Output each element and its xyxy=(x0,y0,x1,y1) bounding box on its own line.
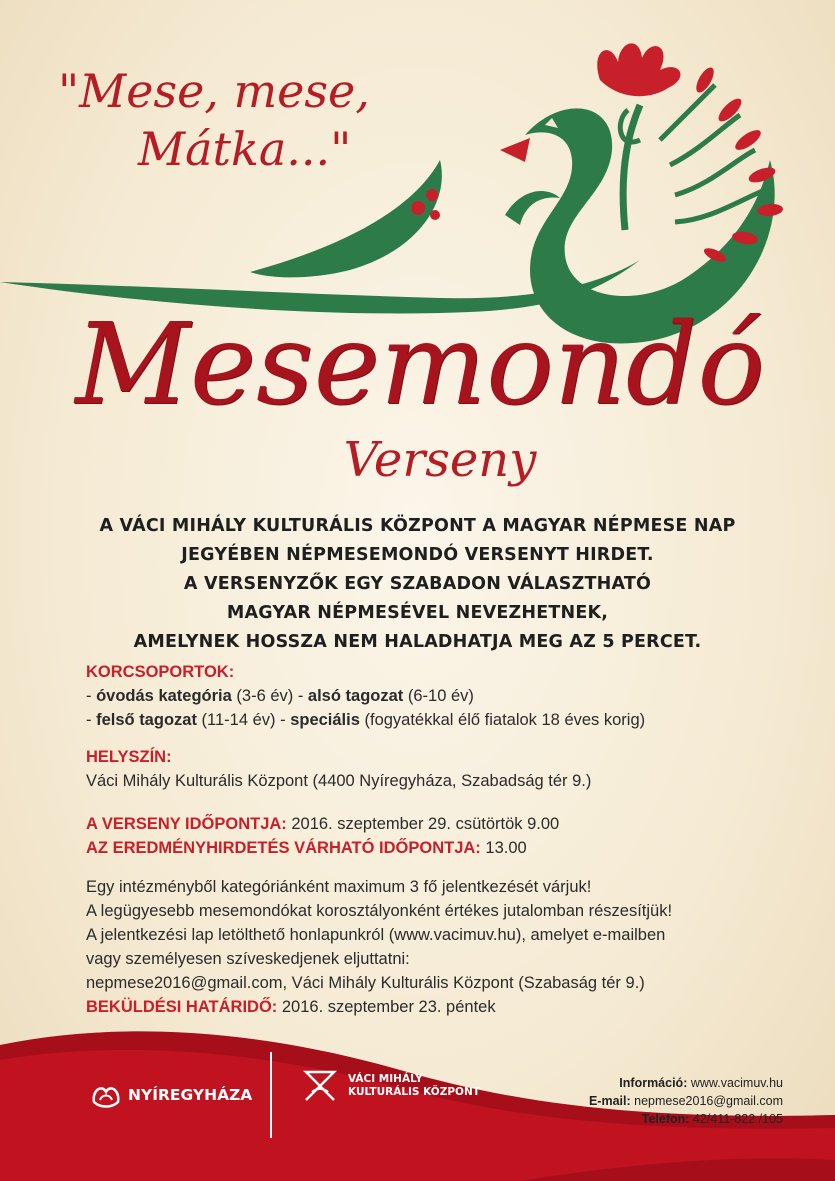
email-label: E-mail: xyxy=(588,1094,631,1108)
nyiregyhaza-logo-text: NYÍREGYHÁZA xyxy=(128,1086,253,1104)
intro-line: A VERSENYZŐK EGY SZABADON VÁLASZTHATÓ xyxy=(183,574,652,594)
info-section xyxy=(86,875,786,1019)
deadline-value: 2016. szeptember 23. péntek xyxy=(277,998,496,1016)
flower-stem xyxy=(623,105,640,230)
category-age: (11-14 év) - xyxy=(196,711,291,729)
age-groups-row xyxy=(86,684,786,708)
intro-line: JEGYÉBEN NÉPMESEMONDÓ VERSENYT HIRDET. xyxy=(181,545,654,565)
category-age: (3-6 év) - xyxy=(231,687,308,705)
vmkk-logo-icon xyxy=(300,1066,340,1106)
phone-label: Telefon: xyxy=(641,1112,690,1126)
vmkk-logo-line-1: VÁCI MIHÁLY xyxy=(348,1073,423,1085)
category-name: felső tagozat xyxy=(96,711,197,729)
dash: - xyxy=(86,711,97,729)
category-age: (6-10 év) xyxy=(403,687,474,705)
competition-time-label: A VERSENY IDŐPONTJA: xyxy=(86,815,287,833)
category-age: (fogyatékkal élő fiatalok 18 éves korig) xyxy=(359,711,646,729)
category-name: speciális xyxy=(290,711,360,729)
results-time-label: AZ EREDMÉNYHIRDETÉS VÁRHATÓ IDŐPONTJA: xyxy=(86,839,481,857)
info-label: Információ: xyxy=(619,1076,688,1090)
phone-number: 42/411-822 /105 xyxy=(689,1112,783,1126)
green-leaves-icon xyxy=(660,85,765,222)
info-line: A legügyesebb mesemondókat korosztályonként értékes jutalomban részesítjük! xyxy=(86,902,673,920)
age-groups-row xyxy=(86,708,786,732)
email-link[interactable]: nepmese2016@gmail.com xyxy=(630,1094,783,1108)
venue-section xyxy=(86,745,786,793)
nyiregyhaza-logo xyxy=(90,1082,252,1108)
info-line: Egy intézményből kategóriánként maximum 3 fő jelentkezését várjuk! xyxy=(86,878,592,896)
results-time-value: 13.00 xyxy=(480,839,527,857)
age-groups-section xyxy=(86,660,786,732)
contact-info xyxy=(589,1074,783,1128)
quote-line-2: Mátka..." xyxy=(138,122,352,176)
main-subtitle: Verseny xyxy=(343,432,537,488)
vmkk-logo-line-2: KULTURÁLIS KÖZPONT xyxy=(348,1086,480,1098)
intro-line: A VÁCI MIHÁLY KULTURÁLIS KÖZPONT A MAGYAR NÉPMESE NAP xyxy=(99,516,736,536)
venue-heading: HELYSZÍN: xyxy=(86,748,172,766)
quote-line-1: "Mese, mese, xyxy=(58,64,370,118)
vmkk-logo xyxy=(300,1066,480,1106)
category-name: alsó tagozat xyxy=(307,687,404,705)
quote-title xyxy=(58,62,388,178)
flower-icon xyxy=(597,43,680,96)
deadline-label: BEKÜLDÉSI HATÁRIDŐ: xyxy=(86,998,278,1016)
venue-text: Váci Mihály Kulturális Központ (4400 Nyíregyháza, Szabadság tér 9.) xyxy=(86,772,592,790)
intro-text xyxy=(70,512,765,657)
intro-line: MAGYAR NÉPMESÉVEL NEVEZHETNEK, xyxy=(226,603,609,623)
website-link[interactable]: www.vacimuv.hu xyxy=(687,1076,783,1090)
footer-divider xyxy=(270,1052,272,1138)
info-line: vagy személyesen szíveskedjenek eljuttatni: xyxy=(86,950,410,968)
nyiregyhaza-logo-icon xyxy=(90,1082,122,1108)
info-line: A jelentkezési lap letölthető honlapunkról (www.vacimuv.hu), amelyet e-mailben xyxy=(86,926,666,944)
schedule-section xyxy=(86,812,786,860)
age-groups-heading: KORCSOPORTOK: xyxy=(86,663,235,681)
info-line: nepmese2016@gmail.com, Váci Mihály Kulturális Központ (Szabaság tér 9.) xyxy=(86,974,645,992)
intro-line: AMELYNEK HOSSZA NEM HALADHATJA MEG AZ 5 PERCET. xyxy=(133,632,702,652)
category-name: óvodás kategória xyxy=(96,687,232,705)
bird-beak-icon xyxy=(500,138,530,162)
competition-time-value: 2016. szeptember 29. csütörtök 9.00 xyxy=(286,815,560,833)
main-title: Mesemondó xyxy=(75,300,765,430)
dash: - xyxy=(86,687,97,705)
